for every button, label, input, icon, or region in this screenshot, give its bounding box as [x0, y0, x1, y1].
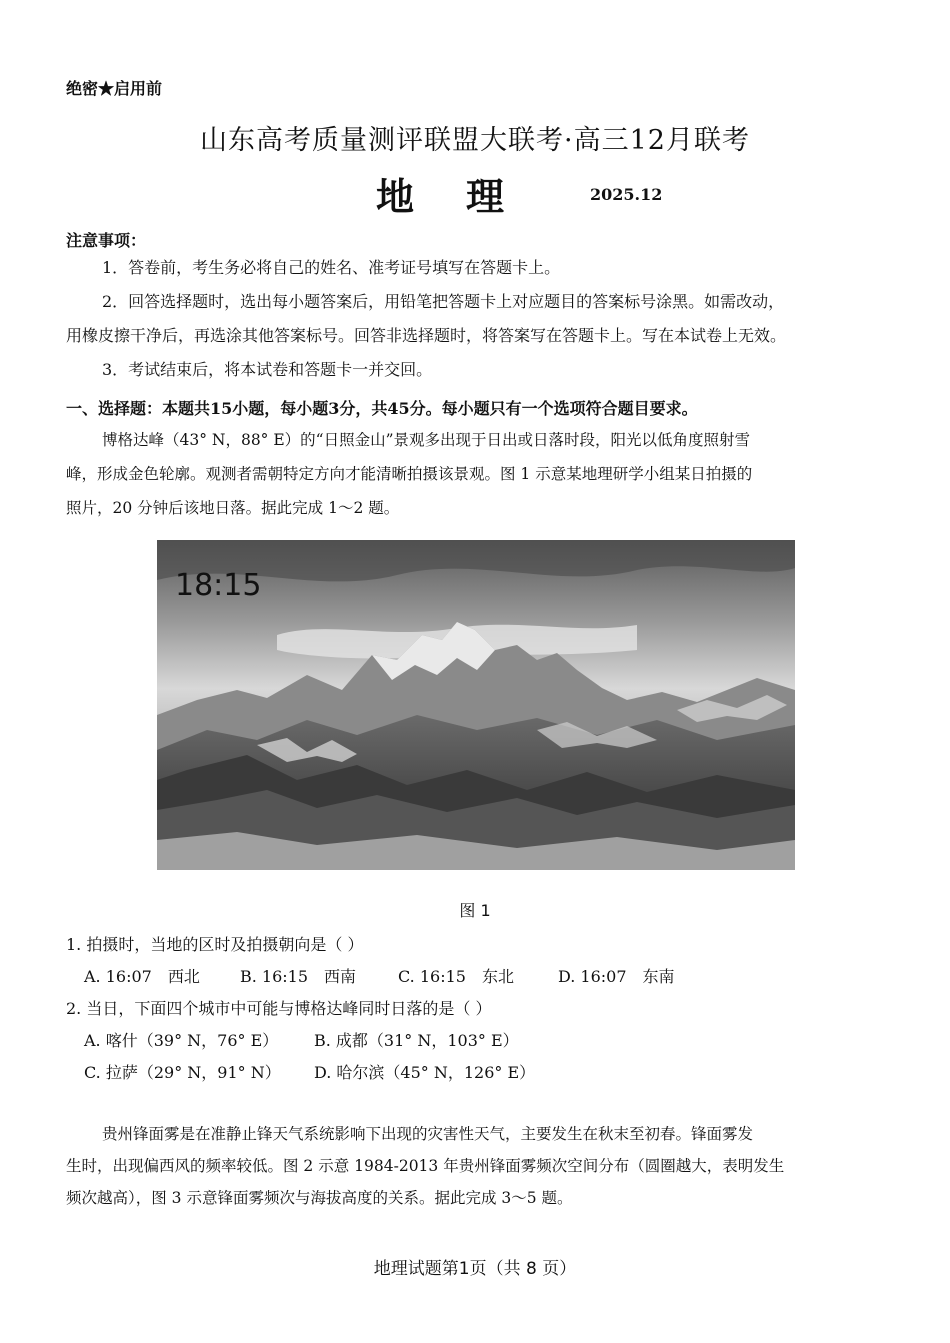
notice-item-2b: 用橡皮擦干净后，再选涂其他答案标号。回答非选择题时，将答案写在答题卡上。写在本试卷上无效。 — [66, 326, 787, 345]
question-1-option-d: D. 16:07 东南 — [558, 967, 675, 986]
passage1-line3: 照片，20 分钟后该地日落。据此完成 1～2 题。 — [66, 499, 400, 517]
figure-1-caption: 图 1 — [459, 901, 491, 920]
subject-title: 地理 — [376, 175, 557, 219]
notice-item-3: 3．考试结束后，将本试卷和答题卡一并交回。 — [102, 360, 433, 379]
question-1-option-a: A. 16:07 西北 — [84, 967, 200, 986]
question-2-option-c: C. 拉萨（29° N，91° N） — [84, 1063, 281, 1082]
question-2-option-b: B. 成都（31° N，103° E） — [314, 1031, 519, 1050]
passage2-line2: 生时，出现偏西风的频率较低。图 2 示意 1984-2013 年贵州锋面雾频次空间分布（圆圈越大，表明发生 — [66, 1157, 785, 1175]
passage2-line1: 贵州锋面雾是在准静止锋天气系统影响下出现的灾害性天气，主要发生在秋末至初春。锋面雾发 — [102, 1125, 754, 1143]
notice-item-2a: 2．回答选择题时，选出每小题答案后，用铅笔把答题卡上对应题目的答案标号涂黑。如需改动， — [102, 292, 785, 311]
passage2-line3: 频次越高），图 3 示意锋面雾频次与海拔高度的关系。据此完成 3～5 题。 — [66, 1189, 573, 1207]
notice-item-1: 1．答卷前，考生务必将自己的姓名、准考证号填写在答题卡上。 — [102, 258, 561, 277]
exam-title: 山东高考质量测评联盟大联考·高三12月联考 — [200, 125, 750, 156]
page-footer: 地理试题第1页（共 8 页） — [373, 1259, 577, 1279]
passage1-line1: 博格达峰（43° N，88° E）的“日照金山”景观多出现于日出或日落时段，阳光以低角度照射雪 — [102, 431, 751, 449]
photo-timestamp: 18:15 — [175, 568, 262, 603]
secret-label: 绝密★启用前 — [66, 79, 163, 98]
question-1-option-b: B. 16:15 西南 — [240, 967, 357, 986]
section-heading: 一、选择题：本题共15小题，每小题3分，共45分。每小题只有一个选项符合题目要求。 — [66, 399, 698, 418]
question-1-stem: 1. 拍摄时，当地的区时及拍摄朝向是（ ） — [66, 935, 364, 954]
question-2-option-d: D. 哈尔滨（45° N，126° E） — [314, 1063, 536, 1082]
passage1-line2: 峰，形成金色轮廓。观测者需朝特定方向才能清晰拍摄该景观。图 1 示意某地理研学小组某日拍摄的 — [66, 465, 753, 483]
exam-date: 2025.12 — [590, 185, 663, 204]
notice-heading: 注意事项： — [66, 231, 147, 250]
question-1-option-c: C. 16:15 东北 — [398, 967, 514, 986]
question-2-option-a: A. 喀什（39° N，76° E） — [84, 1031, 279, 1050]
question-2-stem: 2. 当日，下面四个城市中可能与博格达峰同时日落的是（ ） — [66, 999, 492, 1018]
